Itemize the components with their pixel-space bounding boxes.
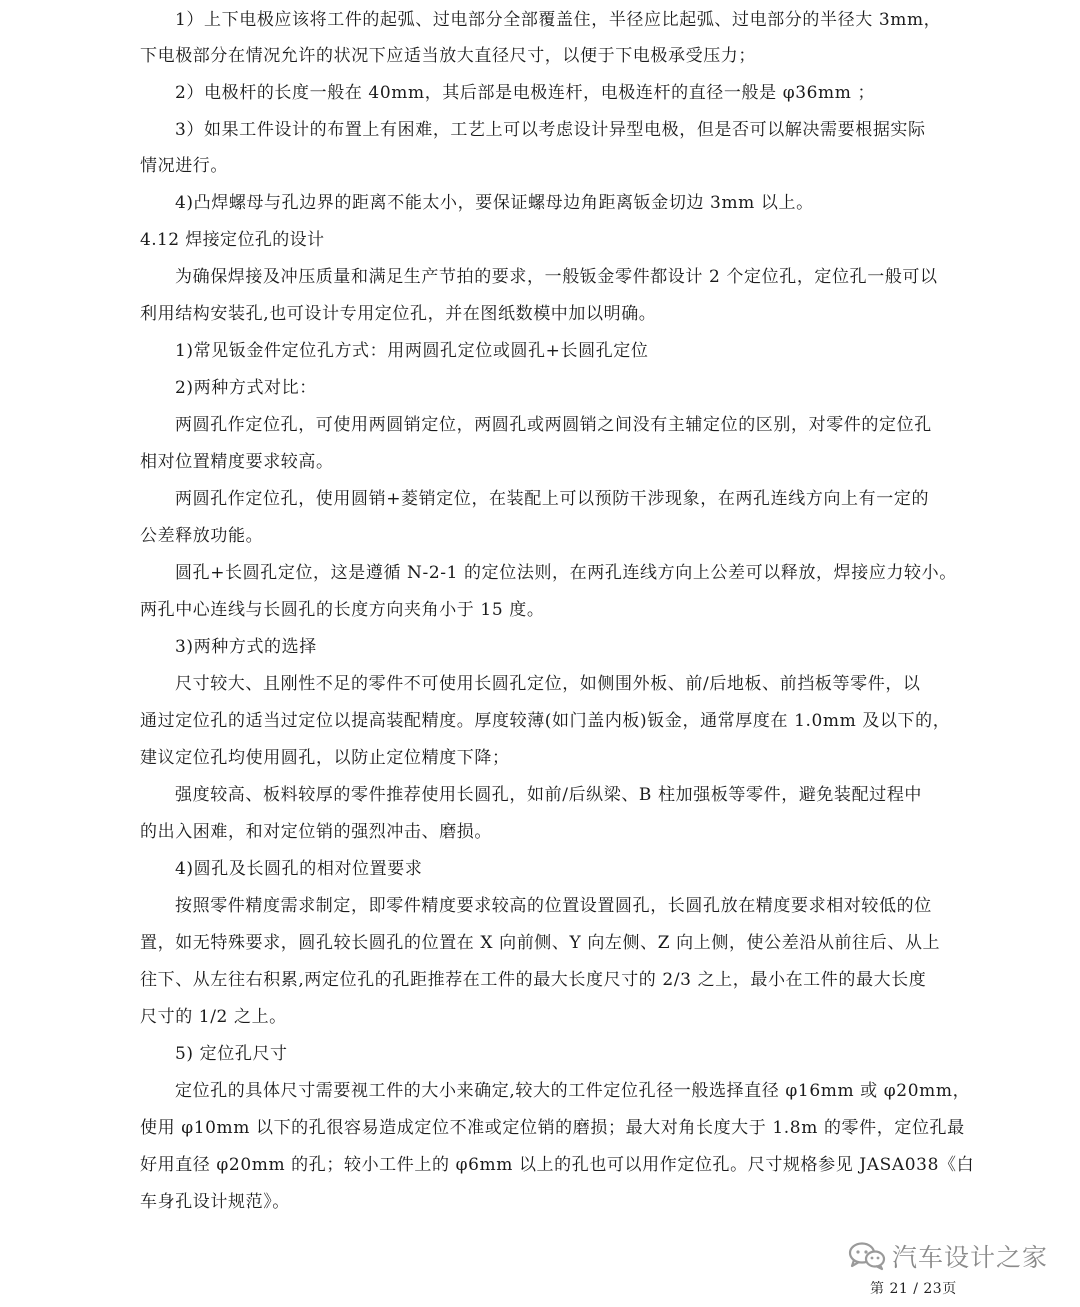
text-line: 强度较高、板料较厚的零件推荐使用长圆孔，如前/后纵梁、B 柱加强板等零件，避免装配过程中 — [175, 785, 923, 805]
text-line: 按照零件精度需求制定，即零件精度要求较高的位置设置圆孔，长圆孔放在精度要求相对较低的位 — [175, 896, 932, 916]
text-line: 下电极部分在情况允许的状况下应适当放大直径尺寸，以便于下电极承受压力； — [140, 46, 756, 66]
text-line: 两圆孔作定位孔，使用圆销+菱销定位，在装配上可以预防干涉现象，在两孔连线方向上有一定的 — [175, 489, 930, 509]
page-number: 第 21 / 23页 — [870, 1281, 957, 1297]
text-line: 好用直径 φ20mm 的孔；较小工件上的 φ6mm 以上的孔也可以用作定位孔。尺寸规格参见 JASA038《白 — [140, 1155, 975, 1175]
text-line: 置，如无特殊要求，圆孔较长圆孔的位置在 X 向前侧、Y 向左侧、Z 向上侧，使公差沿从前往后、从上 — [140, 933, 941, 953]
watermark — [848, 1238, 1058, 1274]
text-line: 5) 定位孔尺寸 — [175, 1044, 288, 1064]
text-line: 定位孔的具体尺寸需要视工件的大小来确定,较大的工件定位孔径一般选择直径 φ16mm 或 φ20mm， — [175, 1081, 971, 1101]
text-line: 4)凸焊螺母与孔边界的距离不能太小，要保证螺母边角距离钣金切边 3mm 以上。 — [175, 193, 814, 213]
wechat-icon — [848, 1241, 886, 1271]
text-line: 4)圆孔及长圆孔的相对位置要求 — [175, 859, 423, 879]
text-line: 的出入困难，和对定位销的强烈冲击、磨损。 — [140, 822, 492, 842]
text-line: 两孔中心连线与长圆孔的长度方向夹角小于 15 度。 — [140, 600, 545, 620]
text-line: 圆孔+长圆孔定位，这是遵循 N-2-1 的定位法则，在两孔连线方向上公差可以释放，焊接应力较小。 — [175, 563, 957, 583]
section-heading: 4.12 焊接定位孔的设计 — [140, 230, 325, 250]
text-line: 2)两种方式对比： — [175, 378, 317, 398]
text-line: 尺寸较大、且刚性不足的零件不可使用长圆孔定位，如侧围外板、前/后地板、前挡板等零件，以 — [175, 674, 921, 694]
text-line: 3)两种方式的选择 — [175, 637, 317, 657]
text-line: 相对位置精度要求较高。 — [140, 452, 334, 472]
text-line: 情况进行。 — [140, 156, 228, 176]
text-line: 往下、从左往右积累,两定位孔的孔距推荐在工件的最大长度尺寸的 2/3 之上，最小在工件的最大长度 — [140, 970, 927, 990]
text-line: 利用结构安装孔,也可设计专用定位孔，并在图纸数模中加以明确。 — [140, 304, 657, 324]
text-line: 使用 φ10mm 以下的孔很容易造成定位不准或定位销的磨损；最大对角长度大于 1.8m 的零件，定位孔最 — [140, 1118, 965, 1138]
text-line: 2）电极杆的长度一般在 40mm，其后部是电极连杆，电极连杆的直径一般是 φ36mm ； — [175, 83, 876, 103]
text-line: 两圆孔作定位孔，可使用两圆销定位，两圆孔或两圆销之间没有主辅定位的区别，对零件的定位孔 — [175, 415, 932, 435]
text-line: 3）如果工件设计的布置上有困难，工艺上可以考虑设计异型电极，但是否可以解决需要根据实际 — [175, 120, 926, 140]
text-line: 公差释放功能。 — [140, 526, 264, 546]
watermark-text: 汽车设计之家 — [892, 1243, 1049, 1272]
text-line: 通过定位孔的适当过定位以提高装配精度。厚度较薄(如门盖内板)钣金，通常厚度在 1.0mm 及以下的， — [140, 711, 951, 731]
text-line: 车身孔设计规范》。 — [140, 1192, 290, 1212]
text-line: 1）上下电极应该将工件的起弧、过电部分全部覆盖住，半径应比起弧、过电部分的半径大 3mm， — [175, 10, 942, 30]
text-line: 1)常见钣金件定位孔方式：用两圆孔定位或圆孔+长圆孔定位 — [175, 341, 649, 361]
text-line: 为确保焊接及冲压质量和满足生产节拍的要求，一般钣金零件都设计 2 个定位孔，定位孔一般可以 — [175, 267, 938, 287]
text-line: 建议定位孔均使用圆孔，以防止定位精度下降； — [140, 748, 510, 768]
text-line: 尺寸的 1/2 之上。 — [140, 1007, 287, 1027]
